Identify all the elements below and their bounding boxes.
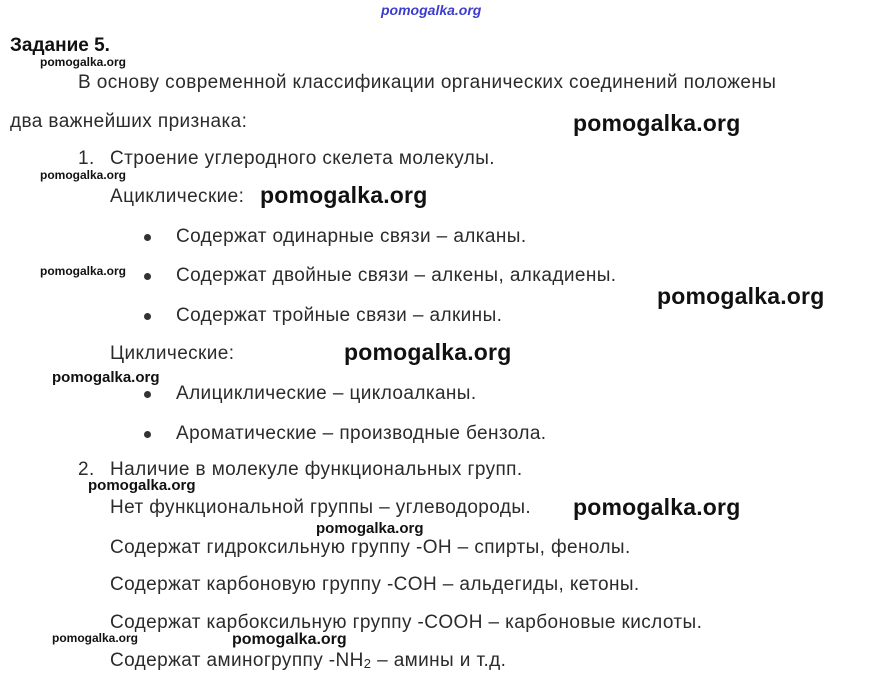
- bullet-icon: [144, 431, 151, 438]
- bullet-icon: [144, 391, 151, 398]
- functional-group-item-amine: [110, 650, 506, 672]
- acyclic-item: Содержат двойные связи – алкены, алкадиены.: [176, 265, 617, 286]
- amine-prefix: Содержат аминогруппу -NH: [110, 650, 364, 671]
- watermark-small: pomogalka.org: [40, 168, 127, 182]
- intro-line-2: два важнейших признака:: [10, 111, 248, 132]
- functional-group-item: Содержат гидроксильную группу -OH – спирты, фенолы.: [110, 537, 631, 558]
- functional-group-item: Нет функциональной группы – углеводороды.: [110, 497, 532, 518]
- cyclic-label: Циклические:: [110, 343, 235, 364]
- amine-suffix: – амины и т.д.: [371, 650, 507, 671]
- watermark-large: pomogalka.org: [657, 283, 825, 309]
- functional-group-item: Содержат карбоновую группу -COH – альдегиды, кетоны.: [110, 574, 640, 595]
- acyclic-item: Содержат одинарные связи – алканы.: [176, 226, 527, 247]
- functional-group-item: Содержат карбоксильную группу -COOH – карбоновые кислоты.: [110, 612, 703, 633]
- bullet-icon: [144, 273, 151, 280]
- acyclic-label: Ациклические:: [110, 186, 245, 207]
- section-1-number: 1.: [78, 148, 95, 169]
- watermark-small: pomogalka.org: [40, 55, 127, 69]
- watermark-small: pomogalka.org: [52, 631, 139, 645]
- watermark-large: pomogalka.org: [573, 110, 741, 136]
- task-title: Задание 5.: [10, 35, 110, 56]
- amine-subscript: 2: [363, 656, 372, 671]
- watermark-large: pomogalka.org: [344, 339, 512, 365]
- bullet-icon: [144, 313, 151, 320]
- bullet-icon: [144, 234, 151, 241]
- intro-line-1: В основу современной классификации органических соединений положены: [78, 72, 777, 93]
- section-1-heading: Строение углеродного скелета молекулы.: [110, 148, 495, 169]
- watermark-large: pomogalka.org: [260, 182, 428, 208]
- cyclic-item: Алициклические – циклоалканы.: [176, 383, 477, 404]
- watermark-small: pomogalka.org: [88, 477, 196, 494]
- section-2-number: 2.: [78, 459, 95, 480]
- watermark-small: pomogalka.org: [52, 369, 160, 386]
- watermark-small: pomogalka.org: [40, 264, 127, 278]
- watermark-large: pomogalka.org: [573, 494, 741, 520]
- watermark-small: pomogalka.org: [316, 520, 424, 537]
- watermark-top: pomogalka.org: [381, 2, 482, 18]
- acyclic-item: Содержат тройные связи – алкины.: [176, 305, 503, 326]
- cyclic-item: Ароматические – производные бензола.: [176, 423, 547, 444]
- watermark-small: pomogalka.org: [232, 631, 347, 648]
- section-2-heading: Наличие в молекуле функциональных групп.: [110, 459, 523, 480]
